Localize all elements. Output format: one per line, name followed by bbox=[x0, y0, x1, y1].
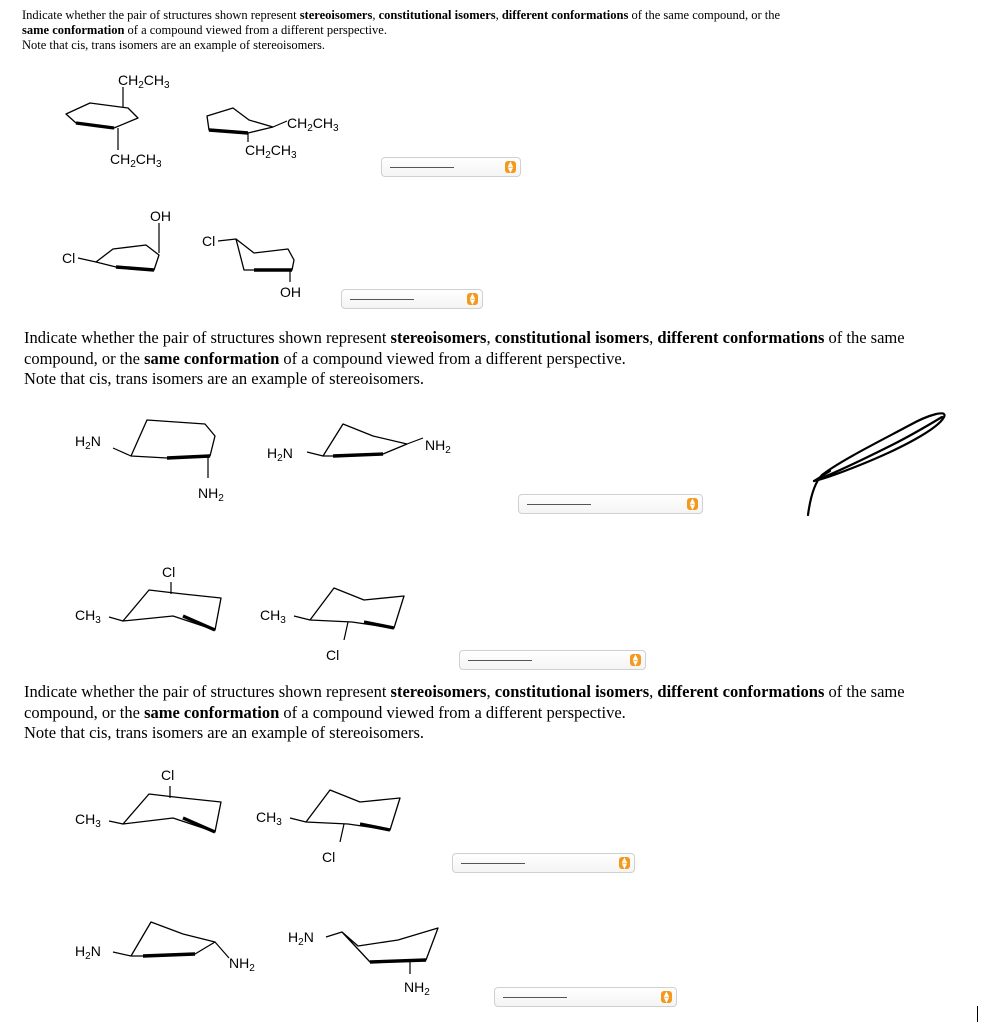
select-placeholder-line bbox=[527, 504, 591, 505]
select-placeholder-line bbox=[390, 167, 454, 168]
amine-label-left: $H_2N$ bbox=[288, 929, 314, 948]
amine-label-right: $NH_2$ bbox=[425, 437, 451, 456]
instruction-3-note: Note that cis, trans isomers are an example of stereoisomers. bbox=[24, 723, 424, 742]
structure-4a-chloromethylcyclohexane bbox=[75, 560, 235, 635]
ethyl-label-right: $CH_2CH_3$ bbox=[287, 115, 339, 134]
ethyl-label-bottom: $CH_2CH_3$ bbox=[110, 151, 162, 170]
amine-label-bottom: $NH_2$ bbox=[404, 979, 430, 998]
text-cursor bbox=[977, 1006, 978, 1022]
structure-5b-chloromethylcyclohexane bbox=[256, 782, 416, 867]
ethyl-label-below: $CH_2CH_3$ bbox=[245, 142, 297, 161]
select-arrows-icon: ▲ ▼ bbox=[687, 498, 698, 510]
select-arrows-icon: ▲ ▼ bbox=[630, 654, 641, 666]
structure-4b-chloromethylcyclohexane bbox=[260, 582, 420, 667]
ethyl-label-top: $CH_2CH_3$ bbox=[118, 72, 170, 91]
answer-select-6[interactable] bbox=[494, 987, 677, 1007]
instruction-2-note: Note that cis, trans isomers are an example of stereoisomers. bbox=[24, 369, 424, 388]
instruction-3 bbox=[24, 682, 964, 744]
answer-select-5[interactable] bbox=[452, 853, 635, 873]
answer-select-3[interactable] bbox=[518, 494, 703, 514]
instruction-2-text: Indicate whether the pair of structures shown represent stereoisomers, constitutional isomers, different conformations of the same compound, or the same conformation of a compound viewed from a different perspective. bbox=[24, 328, 905, 368]
chloro-label: Cl bbox=[322, 849, 336, 865]
structure-2a-chlorocyclohexanol bbox=[58, 205, 178, 280]
select-arrows-icon: ▲ ▼ bbox=[505, 161, 516, 173]
amine-label-left: $H_2N$ bbox=[75, 433, 101, 452]
chloro-label: Cl bbox=[202, 233, 216, 249]
select-placeholder-line bbox=[461, 863, 525, 864]
structure-6a-diaminocyclohexane bbox=[75, 912, 275, 972]
structure-5a-chloromethylcyclohexane bbox=[75, 760, 235, 835]
instruction-1 bbox=[22, 8, 782, 53]
methyl-label: $CH_3$ bbox=[260, 607, 286, 626]
instruction-1-note: Note that cis, trans isomers are an example of stereoisomers. bbox=[22, 38, 326, 52]
structure-1a-diethylcyclohexane bbox=[60, 70, 180, 170]
structure-1b-diethylcyclohexane bbox=[203, 100, 353, 170]
hydroxyl-label: OH bbox=[280, 284, 301, 300]
structure-3a-diaminocyclohexane bbox=[75, 410, 235, 510]
answer-select-2[interactable] bbox=[341, 289, 483, 309]
instruction-2 bbox=[24, 328, 964, 390]
select-placeholder-line bbox=[350, 299, 414, 300]
answer-select-4[interactable] bbox=[459, 650, 646, 670]
select-placeholder-line bbox=[468, 660, 532, 661]
chloro-label: Cl bbox=[62, 250, 76, 266]
select-placeholder-line bbox=[503, 997, 567, 998]
answer-select-1[interactable] bbox=[381, 157, 521, 177]
chloro-label: Cl bbox=[161, 767, 175, 783]
methyl-label: $CH_3$ bbox=[256, 809, 282, 828]
chloro-label: Cl bbox=[162, 564, 176, 580]
methyl-label: $CH_3$ bbox=[75, 811, 101, 830]
select-arrows-icon: ▲ ▼ bbox=[467, 293, 478, 305]
structure-3b-diaminocyclohexane bbox=[265, 412, 485, 472]
structure-6b-diaminocyclohexane bbox=[288, 924, 448, 1004]
methyl-label: $CH_3$ bbox=[75, 607, 101, 626]
instruction-1-text: Indicate whether the pair of structures shown represent stereoisomers, constitutional isomers, different conformations of the same compound, or the same conformation of a compound viewed from a different perspective. bbox=[22, 8, 781, 37]
amine-label-left: $H_2N$ bbox=[267, 445, 293, 464]
select-arrows-icon: ▲ ▼ bbox=[661, 991, 672, 1003]
hydroxyl-label: OH bbox=[150, 208, 171, 224]
amine-label-right: $NH_2$ bbox=[229, 955, 255, 974]
handwritten-signature-icon bbox=[800, 405, 960, 530]
structure-2b-chlorocyclohexanol bbox=[200, 230, 320, 305]
chloro-label: Cl bbox=[326, 647, 340, 663]
instruction-3-text: Indicate whether the pair of structures shown represent stereoisomers, constitutional isomers, different conformations of the same compound, or the same conformation of a compound viewed from a different perspective. bbox=[24, 682, 905, 722]
amine-label-bottom: $NH_2$ bbox=[198, 485, 224, 504]
amine-label-left: $H_2N$ bbox=[75, 943, 101, 962]
select-arrows-icon: ▲ ▼ bbox=[619, 857, 630, 869]
